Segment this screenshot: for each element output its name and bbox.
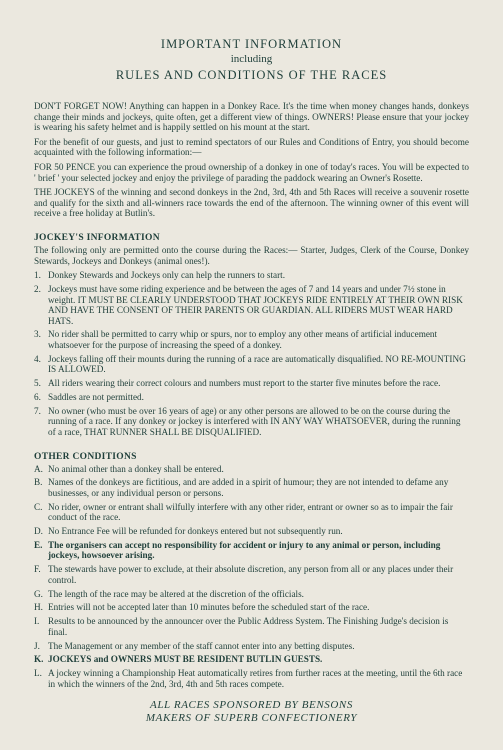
list-marker: B. bbox=[34, 477, 43, 488]
list-item bbox=[34, 477, 469, 498]
list-marker: D. bbox=[34, 526, 43, 537]
list-item-text: Jockeys must have some riding experience and be between the ages of 7 and 14 years and under 7½ stone in weight. IT MUST BE CLEARLY UNDERSTOOD THAT JOCKEYS RIDE ENTIRELY AT THEIR OWN RISK AND HAVE THE CONSENT OF THEIR PARENTS OR GUARDIAN. ALL RIDERS MUST WEAR HARD HATS. bbox=[48, 283, 463, 326]
list-marker: 6. bbox=[34, 392, 41, 402]
sponsor-line-1: ALL RACES SPONSORED BY BENSONS bbox=[150, 699, 353, 712]
intro-fifty-pence: FOR 50 PENCE you can experience the proud ownership of a donkey in one of today's races. You will be expected to ' brief ' your selected jockey and enjoy the privilege of parading the paddock wearing an Owner's Rosette. bbox=[34, 161, 469, 183]
heading-important-information: IMPORTANT INFORMATION bbox=[160, 37, 343, 51]
list-item-text: The Management or any member of the staff cannot enter into any betting disputes. bbox=[48, 640, 355, 651]
list-item-text: No owner (who must be over 16 years of age) or any other persons are allowed to be on the course during the running of a race. If any donkey or jockey is interfered with IN ANY WAY WHATSOEVER, during the running of a race, THAT RUNNER SHALL BE DISQUALIFIED. bbox=[48, 405, 461, 437]
list-item-text: A jockey winning a Championship Heat automatically retires from further races at the meeting, until the 6th race in which the winners of the 2nd, 3rd, 4th and 5th races compete. bbox=[48, 668, 463, 689]
list-item bbox=[34, 502, 469, 523]
heading-rules-and-conditions: RULES AND CONDITIONS OF THE RACES bbox=[115, 68, 388, 82]
list-item-text: No rider shall be permitted to carry whip or spurs, nor to employ any other means of artificial inducement whatsoever for the purpose of increasing the speed of a donkey. bbox=[48, 329, 438, 351]
list-item bbox=[34, 602, 469, 613]
list-item-text: Results to be announced by the announcer over the Public Address System. The Finishing Judge's decision is final. bbox=[48, 616, 449, 637]
list-item bbox=[34, 616, 469, 637]
list-marker: 3. bbox=[34, 329, 41, 340]
list-item-text: Saddles are not permitted. bbox=[48, 392, 144, 402]
list-marker: E. bbox=[34, 539, 43, 550]
list-item bbox=[34, 392, 469, 403]
list-item bbox=[34, 654, 469, 665]
list-item bbox=[34, 354, 469, 375]
list-item bbox=[34, 464, 469, 475]
intro-the-jockeys: THE JOCKEYS of the winning and second donkeys in the 2nd, 3rd, 4th and 5th Races will receive a souvenir rosette and qualify for the sixth and all-winners race towards the end of the afternoon. The winning owner of this event will receive a free holiday at Butlin's. bbox=[34, 187, 469, 219]
list-item-text: No Entrance Fee will be refunded for donkeys entered but not subsequently run. bbox=[48, 526, 343, 537]
sponsor-line-2: MAKERS OF SUPERB CONFECTIONERY bbox=[145, 712, 358, 725]
list-item bbox=[34, 668, 469, 689]
list-item bbox=[34, 270, 469, 281]
other-conditions-title: OTHER CONDITIONS bbox=[34, 451, 137, 462]
list-item-text: Names of the donkeys are fictitious, and are added in a spirit of humour; they are not intended to defame any businesses, or any individual person or persons. bbox=[48, 477, 449, 498]
list-item bbox=[34, 564, 469, 585]
list-marker: J. bbox=[34, 640, 40, 651]
list-marker: 7. bbox=[34, 405, 41, 416]
list-item bbox=[34, 589, 469, 600]
list-item-text: The length of the race may be altered at the discretion of the officials. bbox=[48, 588, 304, 599]
list-marker: H. bbox=[34, 602, 43, 613]
list-item-text: Jockeys falling off their mounts during the running of a race are automatically disqualified. NO RE-MOUNTING IS ALLOWED. bbox=[48, 353, 466, 375]
other-conditions-list bbox=[34, 464, 469, 690]
intro-dont-forget: DON'T FORGET NOW! Anything can happen in a Donkey Race. It's the time when money changes hands, donkeys change their minds and jockeys, quite often, get a different view of things. OWNERS! Please ensure that your jockey is wearing his safety helmet and is happily settled on his mount at the start. bbox=[34, 101, 469, 133]
jockey-info-lead: The following only are permitted onto the course during the Races:— Starter, Judges, Clerk of the Course, Donkey Stewards, Jockeys and Donkeys (animal ones!). bbox=[34, 244, 469, 266]
list-marker: F. bbox=[34, 564, 41, 575]
list-item bbox=[34, 540, 469, 561]
sponsor-footer bbox=[34, 699, 469, 725]
list-marker: L. bbox=[34, 668, 42, 679]
list-marker: A. bbox=[34, 463, 43, 474]
intro-benefit-of-guests: For the benefit of our guests, and just to remind spectators of our Rules and Conditions of Entry, you should become acquainted with the following information:— bbox=[34, 136, 469, 158]
list-item-text: Donkey Stewards and Jockeys only can help the runners to start. bbox=[48, 270, 286, 281]
list-item bbox=[34, 641, 469, 652]
list-item-text: No animal other than a donkey shall be entered. bbox=[48, 463, 224, 474]
list-marker: 1. bbox=[34, 270, 41, 281]
list-item-text: The stewards have power to exclude, at their absolute discretion, any person from all or any places under their control. bbox=[48, 564, 454, 585]
list-marker: 2. bbox=[34, 283, 41, 294]
list-item bbox=[34, 526, 469, 537]
list-marker: G. bbox=[34, 588, 43, 599]
list-item-text: JOCKEYS and OWNERS MUST BE RESIDENT BUTLIN GUESTS. bbox=[48, 654, 323, 665]
list-item bbox=[34, 378, 469, 389]
document-heading bbox=[34, 36, 469, 83]
list-item bbox=[34, 329, 469, 350]
list-marker: 4. bbox=[34, 353, 41, 364]
list-item-text: All riders wearing their correct colours and numbers must report to the starter five minutes before the race. bbox=[48, 378, 441, 389]
list-marker: K. bbox=[34, 654, 44, 665]
list-item-text: No rider, owner or entrant shall wilfully interfere with any other rider, entrant or owner so as to impair the fair conduct of the race. bbox=[48, 501, 453, 523]
list-item-text: Entries will not be accepted later than 10 minutes before the scheduled start of the race. bbox=[48, 602, 370, 613]
list-marker: 5. bbox=[34, 378, 41, 389]
list-marker: I. bbox=[34, 616, 40, 627]
list-item-text: The organisers can accept no responsibility for accident or injury to any animal or person, including jockeys, howsoever arising. bbox=[48, 539, 441, 561]
list-item bbox=[34, 284, 469, 326]
list-item bbox=[34, 406, 469, 438]
jockey-rules-list bbox=[34, 270, 469, 437]
list-marker: C. bbox=[34, 501, 43, 512]
heading-including: including bbox=[230, 53, 273, 65]
jockey-info-title: JOCKEY'S INFORMATION bbox=[34, 232, 160, 243]
